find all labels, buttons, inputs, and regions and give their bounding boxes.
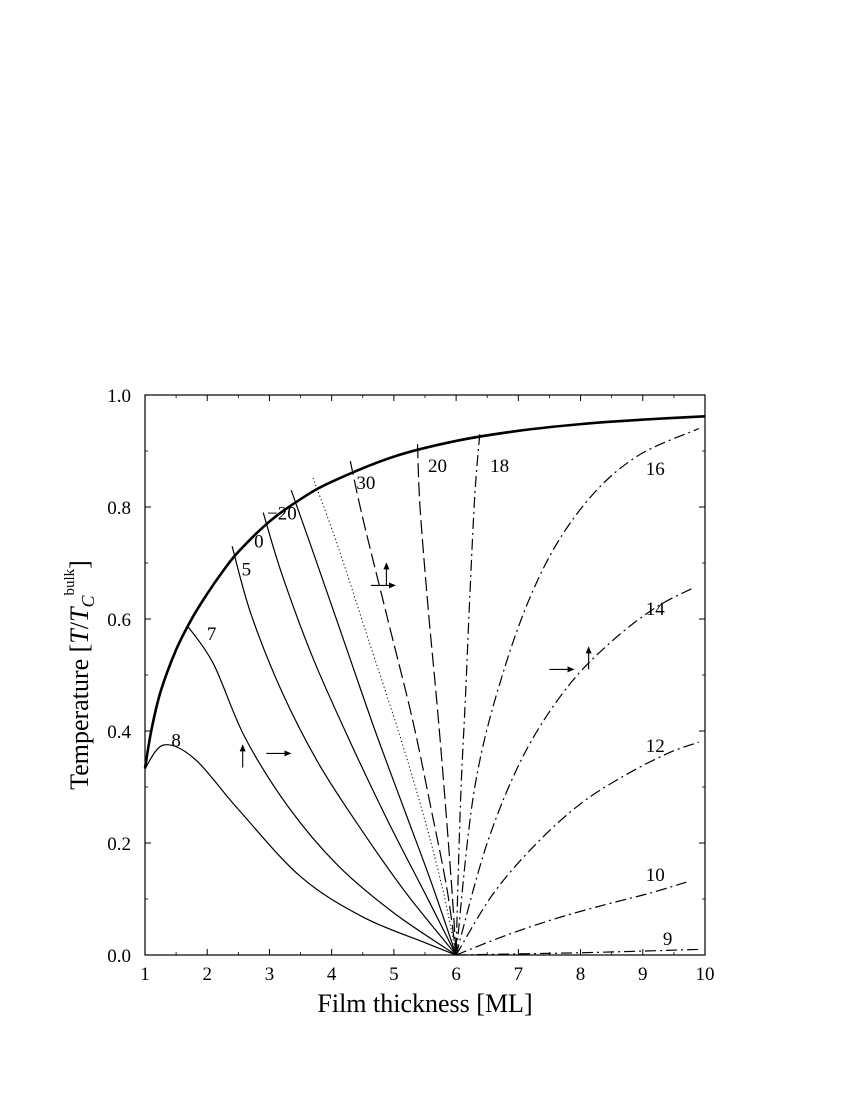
x-tick-label: 1 (140, 964, 150, 985)
x-tick-label: 9 (638, 964, 648, 985)
y-tick-label: 0.4 (107, 722, 131, 743)
x-tick-label: 8 (575, 964, 586, 985)
curve-label: 18 (490, 456, 510, 477)
arrows (243, 563, 589, 767)
x-tick-label: 6 (451, 964, 461, 985)
y-axis-title-main: Temperature [ (65, 643, 94, 790)
curves (145, 416, 705, 955)
curve-label: 14 (645, 598, 665, 620)
curve-label: 5 (241, 559, 252, 581)
y-axis-title-t2: T (65, 607, 94, 622)
y-axis-title-close: ] (65, 560, 94, 569)
curve-label: 7 (206, 624, 217, 645)
series-line-14 (456, 588, 692, 955)
series-line-18 (456, 434, 480, 955)
series-line-10 (456, 882, 686, 955)
y-tick-label: 0.0 (107, 946, 131, 967)
y-tick-label: 1.0 (107, 386, 131, 407)
y-tick-label: 0.8 (107, 498, 131, 519)
curve-label: 0 (254, 531, 264, 553)
y-axis-title-sub: C (78, 595, 98, 608)
y-axis-title-slash: / (65, 621, 94, 630)
series-line-0 (263, 513, 456, 955)
tick-labels (107, 386, 714, 985)
series-line-5 (232, 546, 456, 955)
curve-label: 20 (427, 456, 447, 477)
y-tick-label: 0.2 (107, 834, 131, 855)
series-line-dotted (313, 478, 456, 955)
x-tick-label: 4 (326, 964, 337, 985)
curve-label: 10 (645, 864, 665, 886)
curve-label: 8 (171, 730, 181, 752)
series-line-20 (418, 444, 457, 955)
series-line-12 (456, 742, 699, 955)
x-axis-title: Film thickness [ML] (317, 989, 533, 1018)
x-tick-label: 3 (264, 964, 275, 985)
curve-label: 30 (356, 472, 376, 494)
curve-label: 12 (645, 736, 665, 757)
y-axis-title (62, 560, 98, 790)
tick-marks (145, 395, 705, 955)
plot-frame (145, 395, 705, 955)
series-line--20 (291, 490, 456, 955)
x-tick-label: 2 (202, 964, 212, 985)
y-axis-title-t1: T (65, 629, 94, 644)
series-line-9 (456, 949, 699, 955)
y-tick-label: 0.6 (107, 610, 131, 631)
curve-label: 9 (662, 929, 673, 951)
x-tick-label: 10 (695, 964, 715, 985)
boundary-curve (145, 416, 705, 768)
y-axis-title-sup: bulk (62, 568, 78, 596)
curve-label: 16 (645, 458, 665, 480)
x-tick-label: 5 (389, 964, 399, 985)
curve-label: −20 (267, 503, 297, 525)
x-tick-label: 7 (513, 964, 524, 985)
